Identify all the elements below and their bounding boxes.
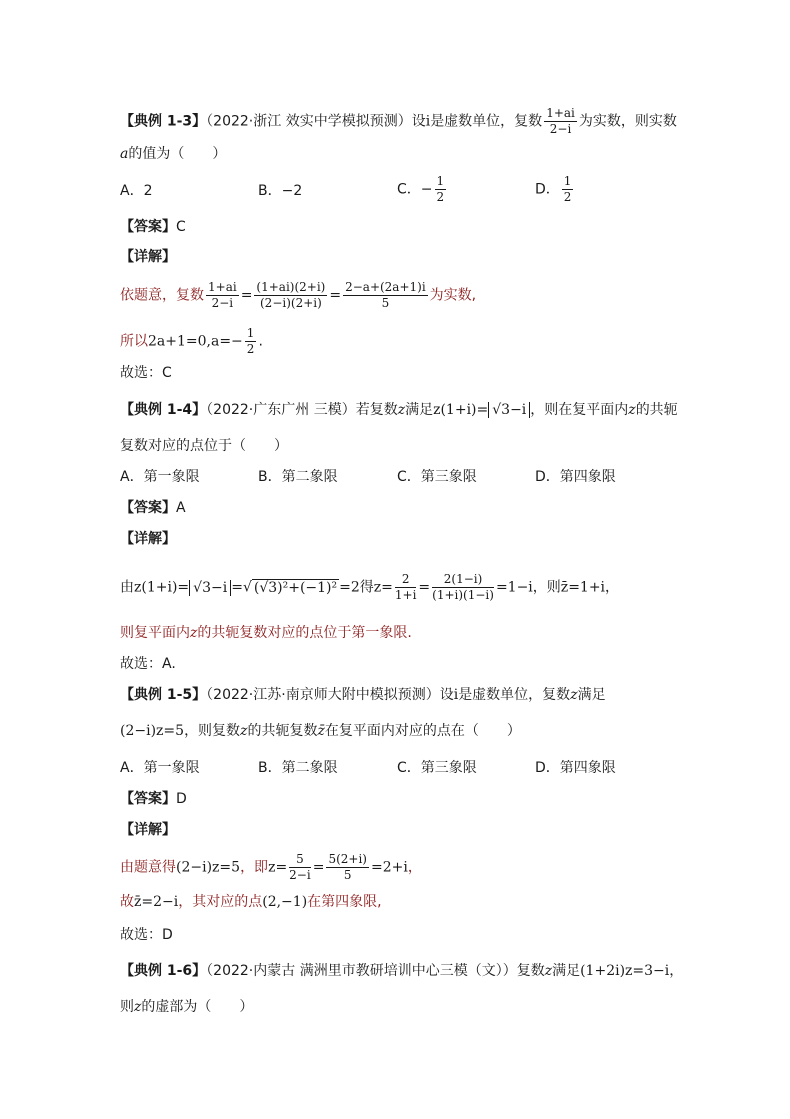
option-b: B．第二象限 [258, 469, 338, 485]
option-c: C．第三象限 [397, 469, 477, 485]
detail-heading: 【详解】 [120, 822, 176, 838]
example-tag: 【典例 1-5】 [120, 687, 207, 703]
answer-line: 【答案】D [120, 791, 187, 807]
detail-heading: 【详解】 [120, 249, 176, 265]
option-c: C．− $\frac{1}{2}$ [397, 174, 445, 204]
example-tag: 【典例 1-6】 [120, 963, 207, 979]
example-1-5-options [120, 757, 750, 781]
option-c: C．第三象限 [397, 760, 477, 776]
example-1-3-stem-line2: a的值为（ ） [120, 146, 227, 162]
option-b: B．−2 [258, 183, 303, 199]
option-a: A．2 [120, 183, 153, 199]
choose-line: 故选：D [120, 927, 173, 943]
example-1-4-stem-line2: 复数对应的点位于（ ） [120, 438, 288, 454]
option-d: D． $\frac{1}{2}$ [535, 174, 572, 204]
option-d: D．第四象限 [535, 760, 616, 776]
solution-line-2: 故z̄=2−i，其对应的点(2,−1)在第四象限, [120, 894, 382, 910]
choose-line: 故选：A. [120, 656, 176, 672]
example-1-3-stem: 【典例 1-3】（2022·浙江 效实中学模拟预测）设i是虚数单位，复数 $\frac{1+ai}{2-i}$ 为实数，则实数 [120, 106, 677, 136]
option-b: B．第二象限 [258, 760, 338, 776]
solution-line-1: 依题意，复数 $\frac{1+ai}{2-i}$ = $\frac{(1+ai)(2+i)}{(2-i)(2+i)}$ = $\frac{2-a+(2a+1)i}{5}$ 为实数, [120, 280, 477, 310]
example-tag: 【典例 1-4】 [120, 402, 207, 418]
option-a: A．第一象限 [120, 469, 200, 485]
example-1-3-options [120, 174, 750, 210]
example-tag: 【典例 1-3】 [120, 113, 207, 130]
example-1-5-stem: 【典例 1-5】（2022·江苏·南京师大附中模拟预测）设i是虚数单位，复数z满足 [120, 687, 606, 703]
solution-line-2: 所以2a+1=0,a=− $\frac{1}{2}$ . [120, 326, 263, 356]
option-d: D．第四象限 [535, 469, 616, 485]
detail-heading: 【详解】 [120, 531, 176, 547]
example-1-5-stem-line2: (2−i)z=5，则复数z的共轭复数z̄在复平面内对应的点在（ ） [120, 723, 521, 739]
source-note: （2022·浙江 效实中学模拟预测）设 [206, 113, 426, 130]
option-a: A．第一象限 [120, 760, 200, 776]
example-1-6-stem-line2: 则z的虚部为（ ） [120, 999, 254, 1015]
choose-line: 故选：C [120, 365, 172, 381]
example-1-4-options [120, 466, 750, 490]
answer-line: 【答案】A [120, 500, 186, 516]
example-1-6-stem: 【典例 1-6】（2022·内蒙古 满洲里市教研培训中心三模（文））复数z满足(1+2i)z=3−i， [120, 963, 684, 979]
example-1-4-stem: 【典例 1-4】（2022·广东广州 三模）若复数z满足z(1+i)= √3−i ，则在复平面内z的共轭 [120, 402, 678, 418]
solution-line-2: 则复平面内z的共轭复数对应的点位于第一象限. [120, 625, 412, 641]
solution-line-1: 由题意得(2−i)z=5，即z= $\frac{5}{2-i}$ = $\frac{5(2+i)}{5}$ =2+i， [120, 852, 422, 882]
fraction: $\frac{1+ai}{2-i}$ [546, 106, 575, 136]
solution-line-1: 由z(1+i)= √3−i =√ (√3)²+(−1)² =2得z= $\frac{2}{1+i}$ = $\frac{2(1-i)}{(1+i)(1-i)}$ =1−i，则z̄=1+i， [120, 572, 620, 602]
answer-line: 【答案】C [120, 219, 186, 235]
